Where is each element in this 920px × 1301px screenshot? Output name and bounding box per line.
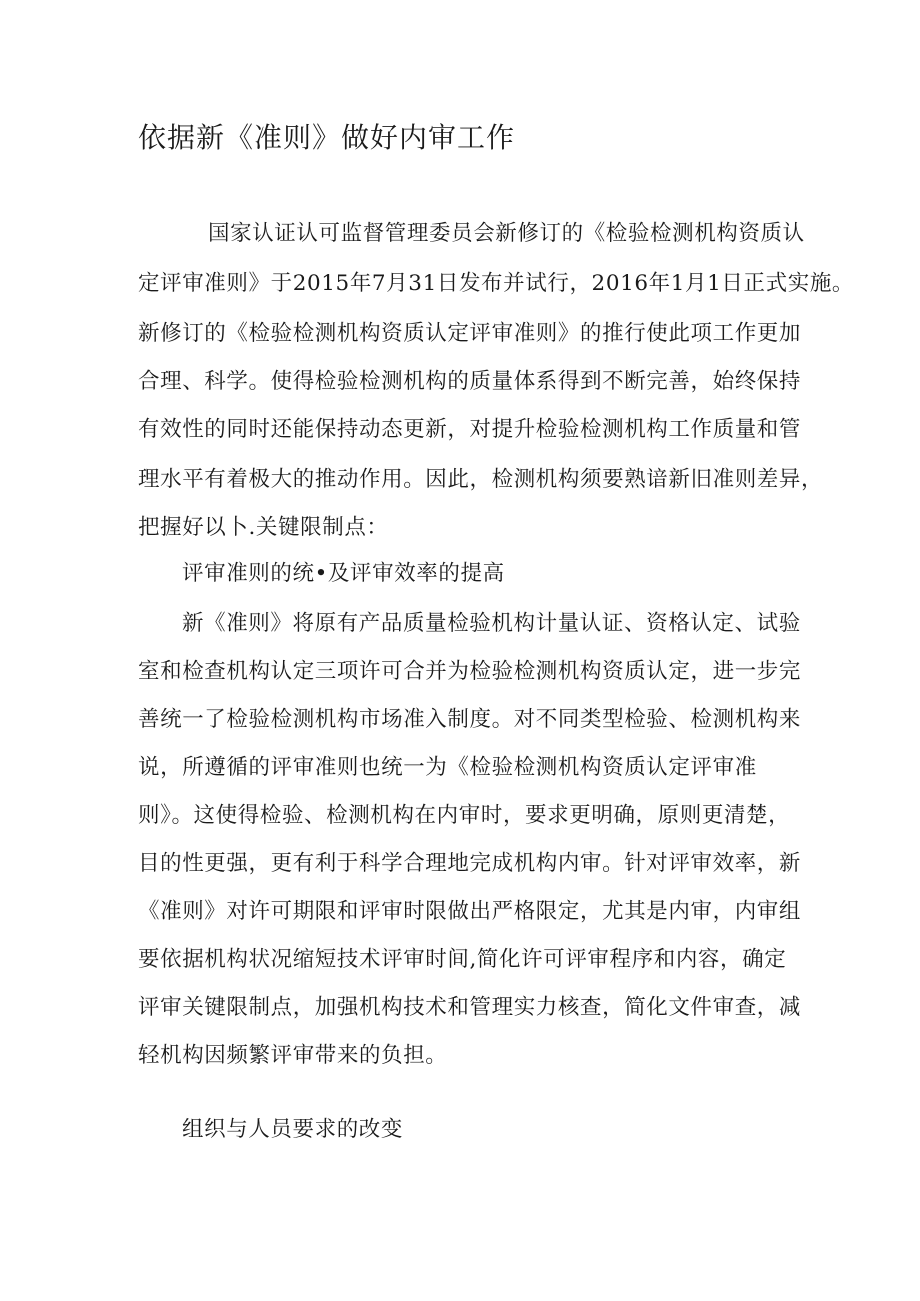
document-title: 依据新《准则》做好内审工作 [138, 121, 516, 154]
paragraph-line: 目的性更强，更有利于科学合理地完成机构内审。针对评审效率，新 [138, 851, 802, 876]
paragraph-line: 轻机构因频繁评审带来的负担。 [138, 1043, 448, 1068]
paragraph-line: 理水平有着极大的推动作用。因此，检测机构须要熟谙新旧准则差异， [138, 467, 824, 492]
paragraph-line: 善统一了检验检测机构市场准入制度。对不同类型检验、检测机构来 [138, 707, 802, 732]
paragraph-line: 说，所遵循的评审准则也统一为《检验检测机构资质认定评审准 [138, 755, 757, 780]
paragraph-line: 则》。这使得检验、检测机构在内审时，要求更明确，原则更清楚， [138, 803, 791, 828]
section-heading: 组织与人员要求的改变 [182, 1117, 404, 1142]
paragraph-line: 把握好以卜.关键限制点： [138, 515, 389, 540]
paragraph-line: 新修订的《检验检测机构资质认定评审准则》的推行使此项工作更加 [138, 321, 802, 346]
paragraph-line: 室和检查机构认定三项许可合并为检验检测机构资质认定，进一步完 [138, 659, 802, 684]
paragraph-line: 要依据机构状况缩短技术评审时间,简化许可评审程序和内容，确定 [138, 947, 787, 972]
paragraph-line: 国家认证认可监督管理委员会新修订的《检验检测机构资质认 [208, 221, 805, 246]
paragraph-line: 定评审准则》于2015年7月31日发布并试行，2016年1月1日正式实施。 [138, 271, 855, 296]
paragraph-line: 新《准则》将原有产品质量检验机构计量认证、资格认定、试验 [182, 611, 801, 636]
paragraph-line: 合理、科学。使得检验检测机构的质量体系得到不断完善，始终保持 [138, 369, 802, 394]
paragraph-line: 评审关键限制点，加强机构技术和管理实力核查，简化文件审查，减 [138, 995, 802, 1020]
paragraph-line: 《准则》对许可期限和评审时限做出严格限定，尤其是内审，内审组 [138, 899, 802, 924]
paragraph-line: 有效性的同时还能保持动态更新，对提升检验检测机构工作质量和管 [138, 417, 802, 442]
section-heading: 评审准则的统•及评审效率的提高 [182, 561, 505, 586]
